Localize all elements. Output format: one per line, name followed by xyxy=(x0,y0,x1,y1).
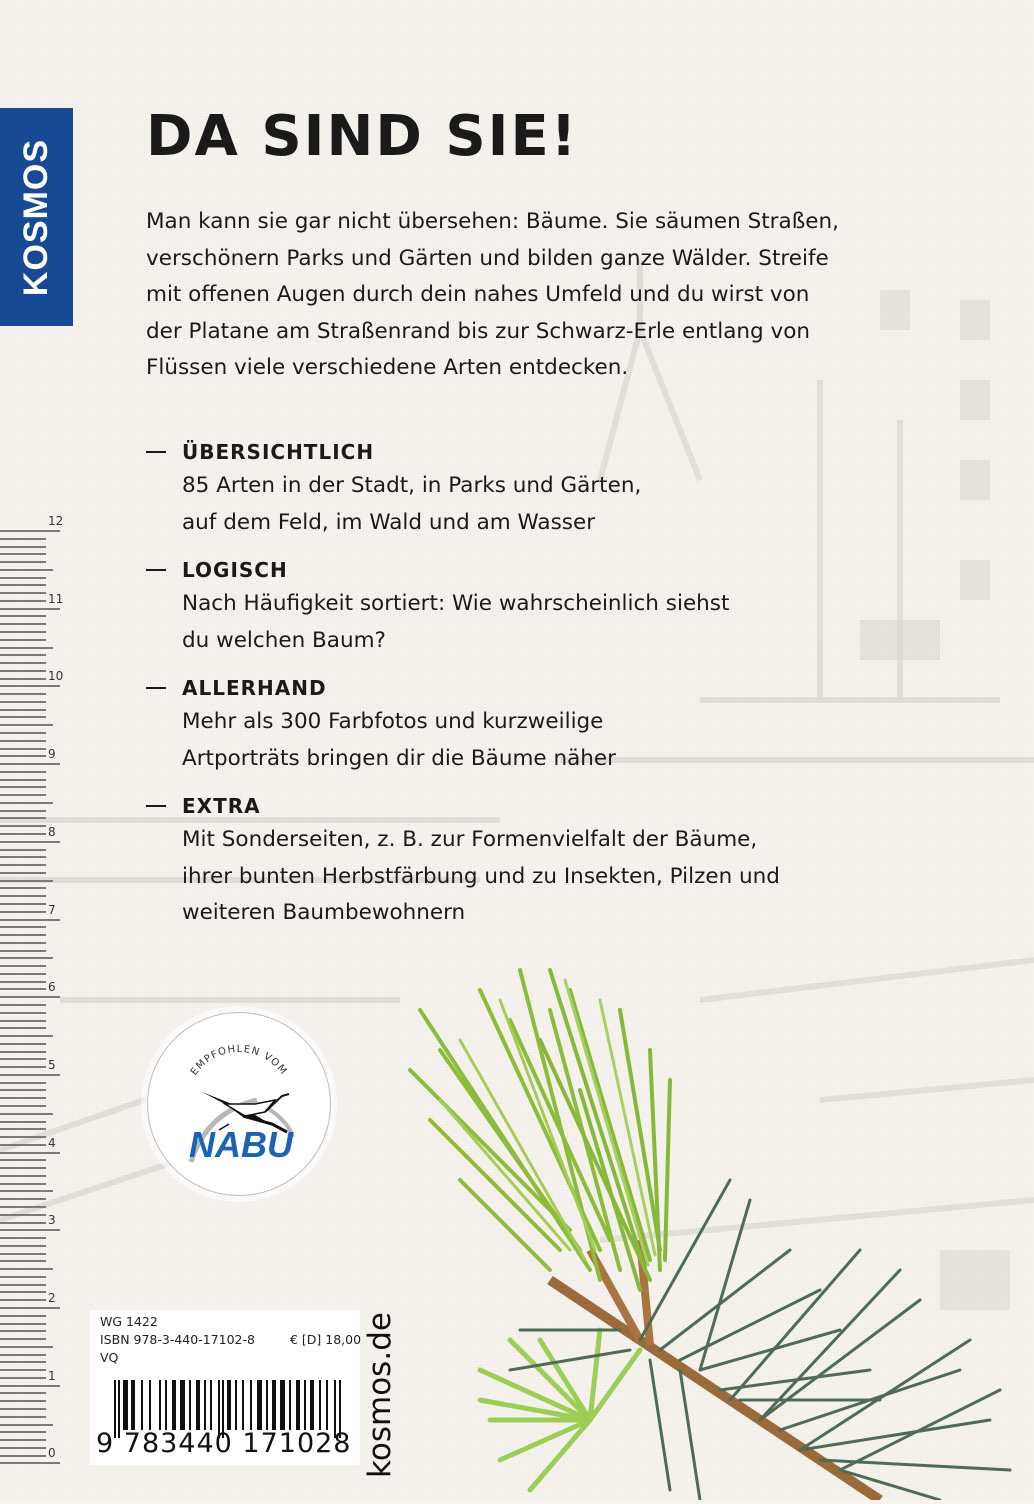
ruler-label: 11 xyxy=(48,591,64,606)
dash-icon xyxy=(146,451,166,453)
headline: DA SIND SIE! xyxy=(146,104,579,169)
ruler-tick xyxy=(0,1361,46,1363)
ruler-tick xyxy=(0,1074,60,1076)
ruler-tick xyxy=(0,934,46,936)
ruler-tick xyxy=(0,1167,46,1169)
ruler-tick xyxy=(0,685,60,687)
ruler-tick xyxy=(0,833,46,835)
ruler-tick xyxy=(0,817,46,819)
ruler-tick xyxy=(0,639,46,641)
ruler-tick xyxy=(0,1307,60,1309)
ruler-tick xyxy=(0,724,53,726)
ruler-tick xyxy=(0,1253,46,1255)
feature-text: Mit Sonderseiten, z. B. zur Formenvielfalt der Bäume, ihrer bunten Herbstfärbung und zu Insekten, Pilzen und weiteren Baumbewohnern xyxy=(182,827,780,925)
intro-paragraph: Man kann sie gar nicht übersehen: Bäume. Sie säumen Straßen, verschönern Parks und Gärten und bilden ganze Wälder. Streife mit offenen Augen durch dein nahes Umfeld und du wirst von der Platane am Straßenrand bis zur Schwarz-Erle entlang von Flüssen viele verschiedene Arten entdecken. xyxy=(146,209,839,380)
ruler-tick xyxy=(0,716,46,718)
dash-icon xyxy=(146,569,166,571)
website xyxy=(360,1310,400,1480)
ruler-tick xyxy=(0,1113,53,1115)
price: € [D] 18,00 xyxy=(290,1332,362,1347)
ruler-tick xyxy=(0,1183,46,1185)
ruler-tick xyxy=(0,1408,46,1410)
ruler-tick xyxy=(0,538,46,540)
ruler-tick xyxy=(0,592,46,594)
ruler-tick xyxy=(0,1299,46,1301)
feature-item xyxy=(146,436,846,541)
ruler-tick xyxy=(0,701,46,703)
ruler-tick xyxy=(0,841,60,843)
ruler-tick xyxy=(0,1035,53,1037)
ruler-tick xyxy=(0,965,46,967)
ruler-tick xyxy=(0,1027,46,1029)
ruler-tick xyxy=(0,1284,46,1286)
feature-item xyxy=(146,790,846,932)
nabu-recommendation-badge xyxy=(147,1012,331,1196)
ruler-tick xyxy=(0,662,46,664)
ruler-tick xyxy=(0,988,46,990)
ruler-tick xyxy=(0,1447,46,1449)
ruler-tick xyxy=(0,1144,46,1146)
ruler-tick xyxy=(0,670,46,672)
publisher-logo-text: KOSMOS xyxy=(17,138,55,296)
ruler-tick xyxy=(0,1097,46,1099)
ruler-tick xyxy=(0,1206,46,1208)
ruler-tick xyxy=(0,1089,46,1091)
ruler-tick xyxy=(0,872,46,874)
ruler-tick xyxy=(0,678,46,680)
ruler-tick xyxy=(0,1020,46,1022)
ruler-tick xyxy=(0,1260,46,1262)
ruler-tick xyxy=(0,1455,46,1457)
ruler-tick xyxy=(0,1058,46,1060)
ruler-tick xyxy=(0,1462,60,1464)
ruler-tick xyxy=(0,1346,53,1348)
ruler-tick xyxy=(0,546,46,548)
ruler-tick xyxy=(0,1400,46,1402)
ruler-tick xyxy=(0,1066,46,1068)
ruler-tick xyxy=(0,553,46,555)
ruler-tick xyxy=(0,981,46,983)
feature-item xyxy=(146,672,846,777)
ruler-tick xyxy=(0,950,46,952)
ruler-tick xyxy=(0,615,46,617)
ruler-tick xyxy=(0,919,60,921)
ruler-label: 0 xyxy=(48,1446,56,1461)
ruler-tick xyxy=(0,1330,46,1332)
ruler-tick xyxy=(0,647,53,649)
barcode-label xyxy=(90,1310,360,1465)
wg-code: WG 1422 xyxy=(100,1314,158,1329)
feature-title: LOGISCH xyxy=(182,558,288,582)
ruler-label: 2 xyxy=(48,1291,56,1305)
ruler-tick xyxy=(0,530,60,532)
ruler-tick xyxy=(0,1245,46,1247)
ruler-tick xyxy=(0,771,46,773)
ruler-tick xyxy=(0,732,46,734)
ruler-tick xyxy=(0,942,46,944)
ruler-tick xyxy=(0,1128,46,1130)
ruler-label: 4 xyxy=(48,1135,56,1150)
ruler-tick xyxy=(0,623,46,625)
ruler-tick xyxy=(0,1424,53,1426)
ruler-tick xyxy=(0,849,46,851)
measurement-ruler xyxy=(0,500,80,1480)
ruler-tick xyxy=(0,748,46,750)
ruler-tick xyxy=(0,794,46,796)
ruler-tick xyxy=(0,1416,46,1418)
ruler-tick xyxy=(0,577,46,579)
ruler-tick xyxy=(0,1385,60,1387)
ruler-tick xyxy=(0,973,46,975)
feature-item xyxy=(146,554,846,659)
ruler-tick xyxy=(0,631,46,633)
ruler-tick xyxy=(0,926,46,928)
ruler-tick xyxy=(0,1105,46,1107)
ruler-tick xyxy=(0,755,46,757)
ruler-label: 6 xyxy=(48,980,56,995)
ruler-label: 12 xyxy=(48,514,64,528)
ruler-tick xyxy=(0,1222,46,1224)
ruler-tick xyxy=(0,786,46,788)
ruler-tick xyxy=(0,887,46,889)
ruler-tick xyxy=(0,693,46,695)
barcode-digits: 9 783440 171028 xyxy=(96,1428,352,1459)
ruler-tick xyxy=(0,1323,46,1325)
feature-title: ÜBERSICHTLICH xyxy=(182,440,375,464)
fir-branch-photo xyxy=(400,950,1034,1500)
ruler-tick xyxy=(0,1229,60,1231)
ruler-tick xyxy=(0,864,46,866)
ruler-tick xyxy=(0,1377,46,1379)
ruler-tick xyxy=(0,802,53,804)
ruler-tick xyxy=(0,1431,46,1433)
dash-icon xyxy=(146,805,166,807)
feature-text: 85 Arten in der Stadt, in Parks und Gärten, auf dem Feld, im Wald und am Wasser xyxy=(182,473,642,535)
ruler-tick xyxy=(0,1198,46,1200)
nabu-logo-text: NABU xyxy=(189,1124,293,1165)
ruler-tick xyxy=(0,1291,46,1293)
ruler-label: 1 xyxy=(48,1368,56,1383)
ruler-tick xyxy=(0,1276,46,1278)
ruler-tick xyxy=(0,810,46,812)
publisher-logo-tab xyxy=(0,108,73,326)
ruler-tick xyxy=(0,1237,46,1239)
ruler-tick xyxy=(0,880,53,882)
ruler-tick xyxy=(0,1175,46,1177)
ruler-tick xyxy=(0,1051,46,1053)
ruler-tick xyxy=(0,957,53,959)
ruler-tick xyxy=(0,1268,53,1270)
ruler-tick xyxy=(0,1012,46,1014)
ruler-tick xyxy=(0,856,46,858)
ruler-tick xyxy=(0,1082,46,1084)
feature-text: Mehr als 300 Farbfotos und kurzweilige Artporträts bringen dir die Bäume näher xyxy=(182,709,616,771)
feature-text: Nach Häufigkeit sortiert: Wie wahrscheinlich siehst du welchen Baum? xyxy=(182,591,730,653)
dash-icon xyxy=(146,687,166,689)
ruler-tick xyxy=(0,1338,46,1340)
ruler-tick xyxy=(0,1043,46,1045)
ruler-tick xyxy=(0,608,60,610)
ruler-tick xyxy=(0,1121,46,1123)
ruler-tick xyxy=(0,895,46,897)
ruler-tick xyxy=(0,584,46,586)
ruler-tick xyxy=(0,1315,46,1317)
ruler-tick xyxy=(0,1439,46,1441)
ruler-tick xyxy=(0,740,46,742)
ruler-label: 9 xyxy=(48,747,56,762)
ruler-tick xyxy=(0,1004,46,1006)
isbn xyxy=(100,1332,362,1347)
ruler-label: 10 xyxy=(48,669,64,684)
ruler-tick xyxy=(0,1190,53,1192)
svg-text:EMPFOHLEN VOM xyxy=(189,1044,289,1078)
website-text: kosmos.de xyxy=(362,1312,399,1478)
feature-list xyxy=(146,436,846,945)
ruler-tick xyxy=(0,1136,46,1138)
ruler-tick xyxy=(0,600,46,602)
ruler-tick xyxy=(0,779,46,781)
ruler-label: 5 xyxy=(48,1057,56,1072)
ruler-tick xyxy=(0,1214,46,1216)
ruler-tick xyxy=(0,825,46,827)
feature-title: ALLERHAND xyxy=(182,676,327,700)
ruler-tick xyxy=(0,1392,46,1394)
ruler-tick xyxy=(0,709,46,711)
ruler-tick xyxy=(0,911,46,913)
ruler-tick xyxy=(0,763,60,765)
ruler-tick xyxy=(0,1369,46,1371)
ruler-tick xyxy=(0,561,46,563)
ruler-tick xyxy=(0,654,46,656)
ruler-tick xyxy=(0,1354,46,1356)
ruler-tick xyxy=(0,903,46,905)
ruler-tick xyxy=(0,1152,60,1154)
ruler-tick xyxy=(0,996,60,998)
vq-code: VQ xyxy=(100,1350,119,1365)
feature-title: EXTRA xyxy=(182,794,261,818)
ruler-label: 8 xyxy=(48,824,56,839)
ruler-label: 3 xyxy=(48,1213,56,1228)
isbn-number: ISBN 978-3-440-17102-8 xyxy=(100,1332,255,1347)
ruler-tick xyxy=(0,569,53,571)
badge-top-text: EMPFOHLEN VOM xyxy=(188,1043,290,1078)
ruler-tick xyxy=(0,1159,46,1161)
ruler-label: 7 xyxy=(48,902,56,917)
